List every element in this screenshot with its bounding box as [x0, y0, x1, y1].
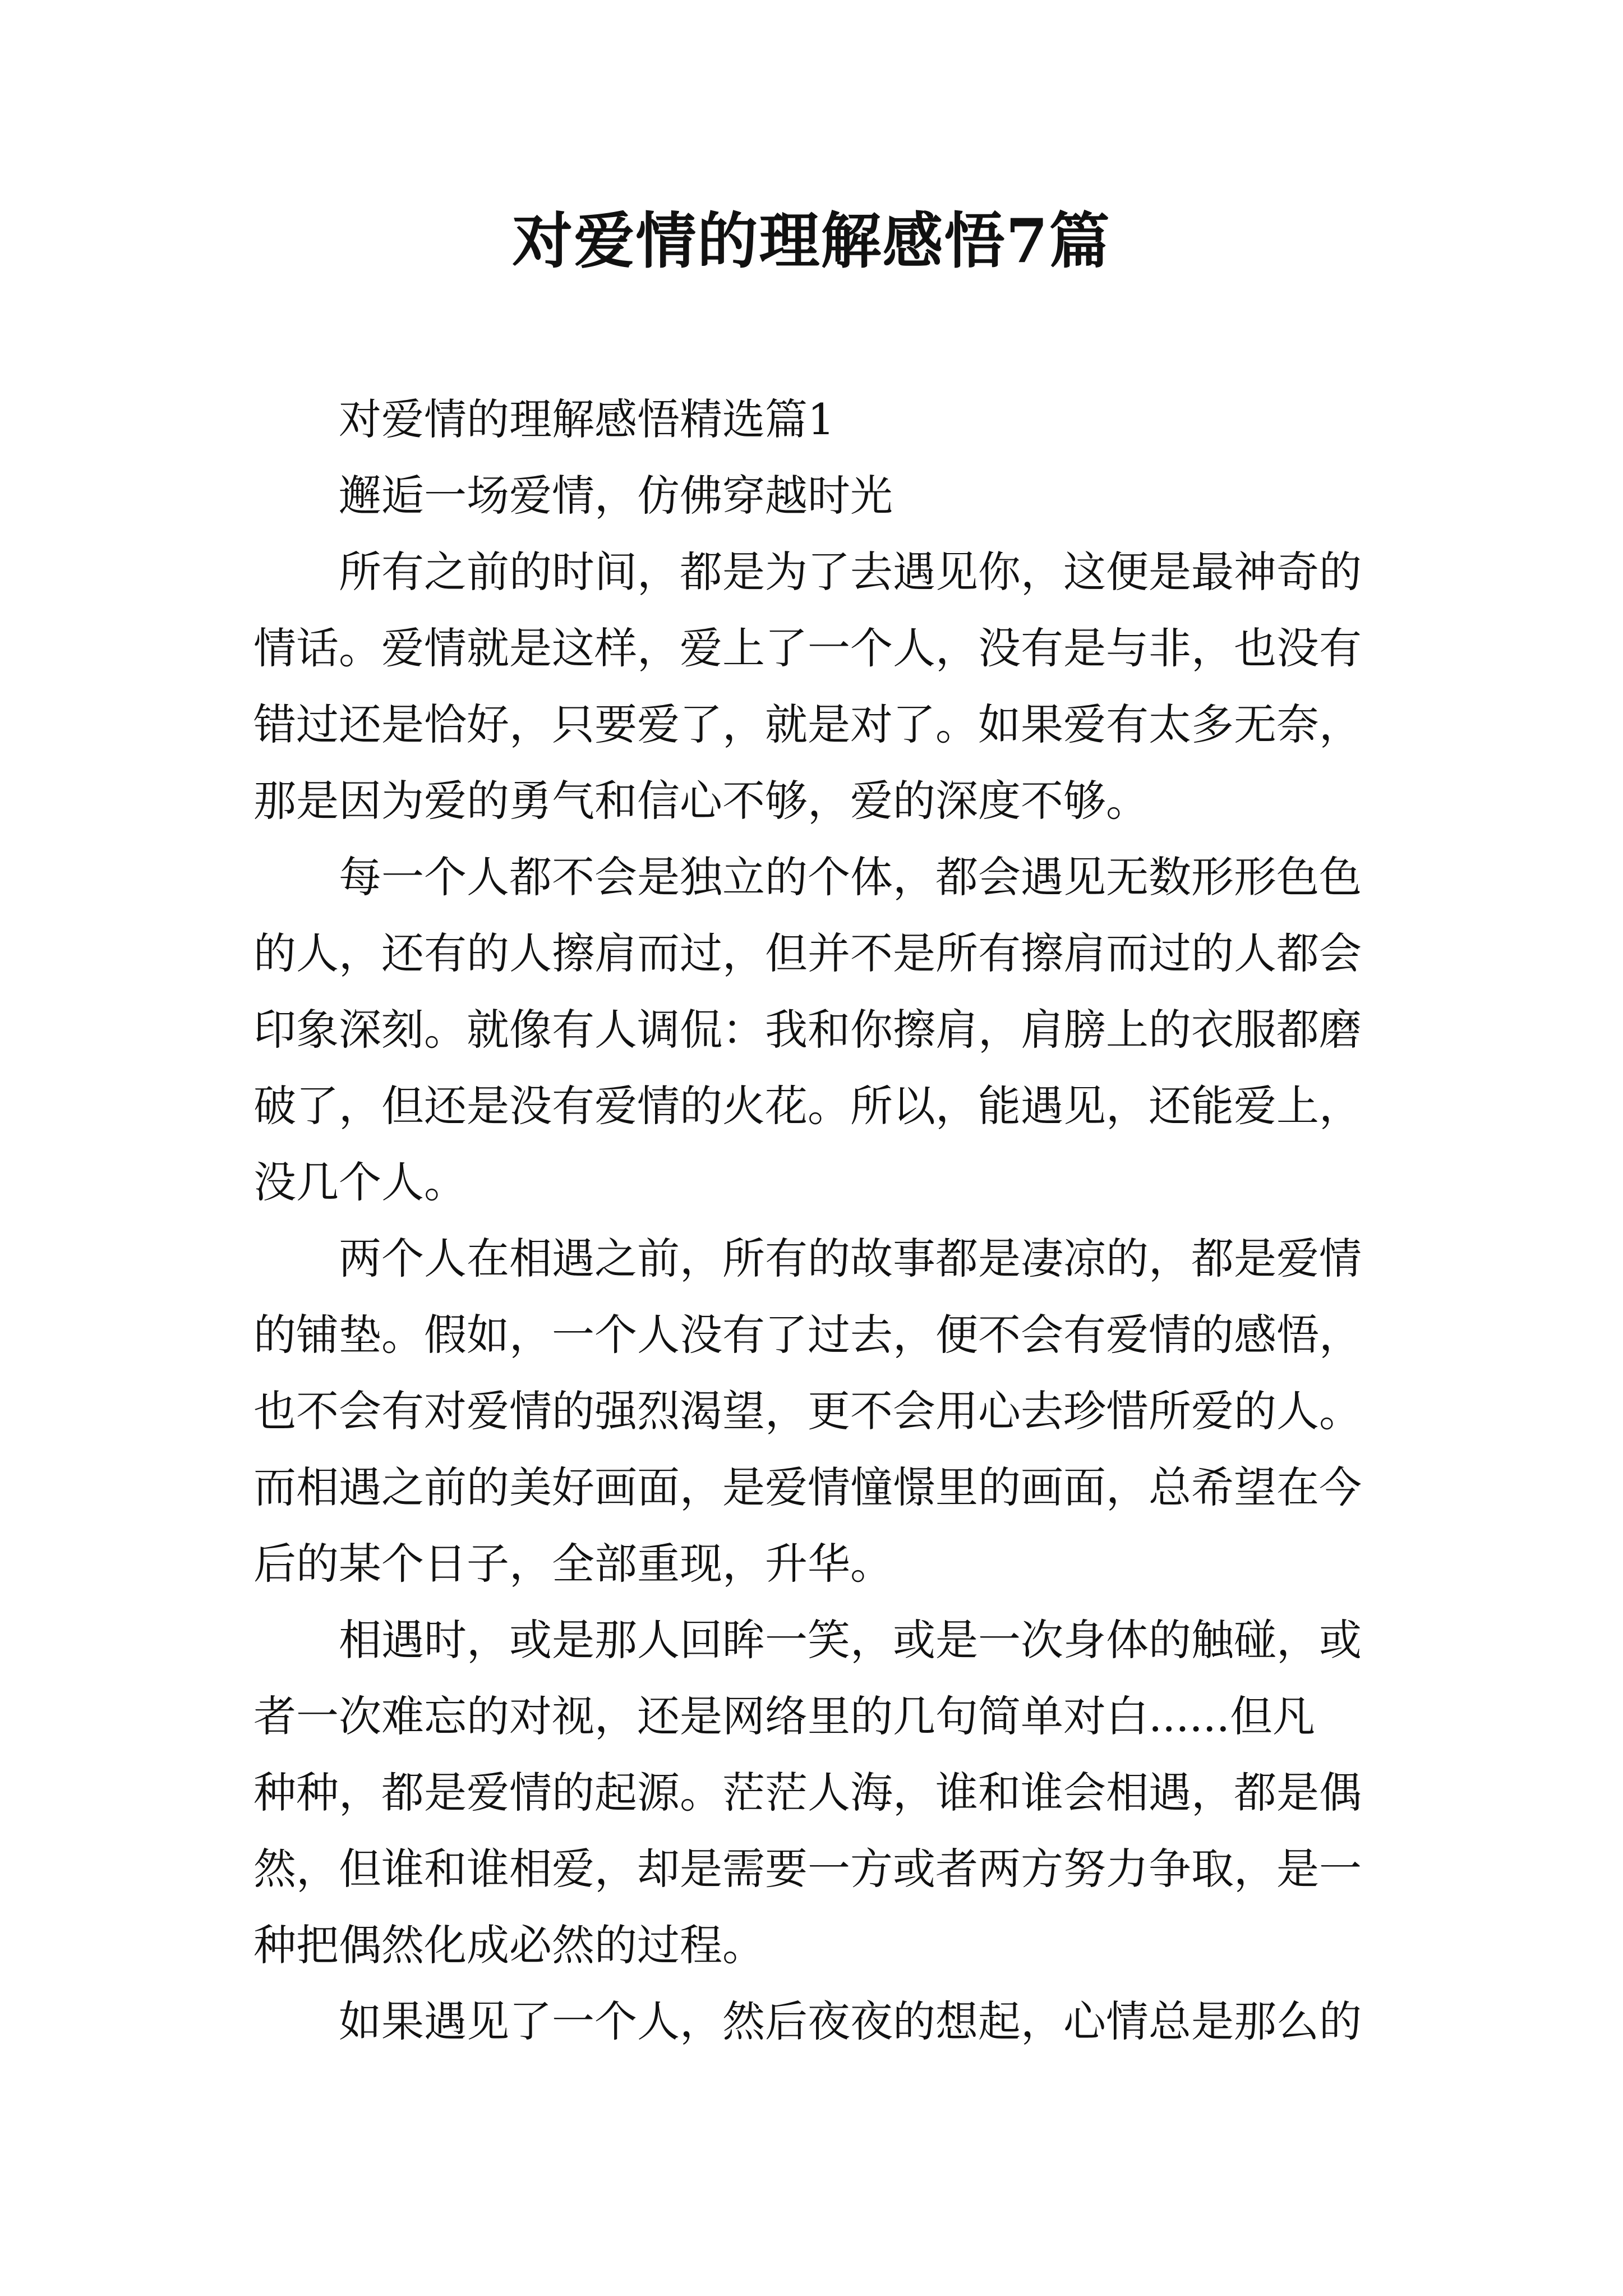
paragraph-line: 那是因为爱的勇气和信心不够，爱的深度不够。 — [253, 776, 1149, 826]
document-title: 对爱情的理解感悟7篇 — [512, 206, 1111, 277]
paragraph-line: 后的某个日子，全部重现，升华。 — [253, 1539, 893, 1589]
document-body — [253, 381, 1398, 2060]
paragraph-line: 也不会有对爱情的强烈渴望，更不会用心去珍惜所爱的人。 — [253, 1386, 1362, 1436]
paragraph-line: 所有之前的时间，都是为了去遇见你，这便是最神奇的 — [339, 547, 1362, 597]
section-heading: 对爱情的理解感悟精选篇1 — [339, 394, 835, 444]
paragraph-line: 如果遇见了一个人，然后夜夜的想起，心情总是那么的 — [339, 1996, 1362, 2046]
paragraph-line: 印象深刻。就像有人调侃：我和你擦肩，肩膀上的衣服都磨 — [253, 1005, 1362, 1055]
paragraph-line: 的铺垫。假如，一个人没有了过去，便不会有爱情的感悟， — [253, 1310, 1362, 1360]
paragraph-line: 而相遇之前的美好画面，是爱情憧憬里的画面，总希望在今 — [253, 1462, 1362, 1512]
paragraph-line: 然，但谁和谁相爱，却是需要一方或者两方努力争取，是一 — [253, 1844, 1362, 1894]
paragraph-line: 没几个人。 — [253, 1157, 467, 1207]
paragraph-line: 的人，还有的人擦肩而过，但并不是所有擦肩而过的人都会 — [253, 928, 1362, 978]
paragraph-line: 者一次难忘的对视，还是网络里的几句简单对白......但凡 — [253, 1691, 1315, 1741]
paragraph-line: 种种，都是爱情的起源。茫茫人海，谁和谁会相遇，都是偶 — [253, 1768, 1362, 1818]
paragraph-line: 破了，但还是没有爱情的火花。所以，能遇见，还能爱上， — [253, 1081, 1362, 1131]
paragraph-line: 错过还是恰好，只要爱了，就是对了。如果爱有太多无奈， — [253, 700, 1362, 749]
paragraph-line: 种把偶然化成必然的过程。 — [253, 1920, 765, 1970]
article-subtitle: 邂逅一场爱情，仿佛穿越时光 — [339, 471, 893, 521]
paragraph-line: 相遇时，或是那人回眸一笑，或是一次身体的触碰，或 — [339, 1615, 1362, 1665]
paragraph-line: 每一个人都不会是独立的个体，都会遇见无数形形色色 — [339, 852, 1362, 902]
paragraph-line: 情话。爱情就是这样，爱上了一个人，没有是与非，也没有 — [253, 623, 1362, 673]
paragraph-line: 两个人在相遇之前，所有的故事都是凄凉的，都是爱情 — [339, 1234, 1362, 1283]
